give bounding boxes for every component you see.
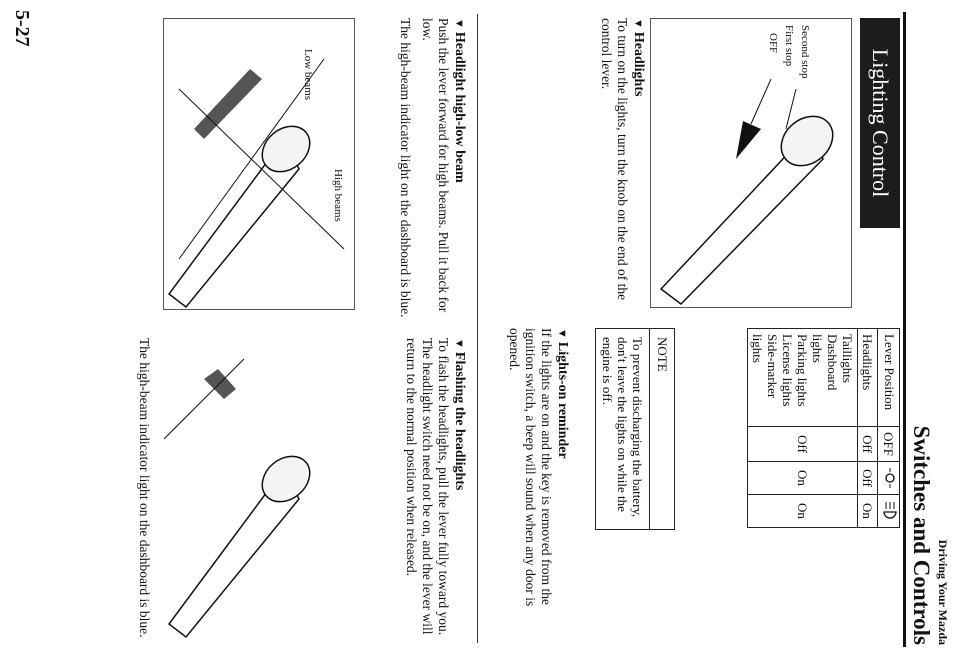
flash-lever-figure [163, 338, 355, 640]
column-divider [477, 14, 478, 643]
table-cell: On [748, 495, 858, 528]
high-low-heading: ▼Headlight high-low beam [452, 18, 467, 183]
table-row [748, 329, 858, 528]
flashing-heading: ▼Flashing the headlights [452, 338, 467, 491]
note-heading: NOTE [649, 329, 674, 529]
note-text: To prevent discharging the battery, don't leave the lights on while the engine is off. [600, 337, 645, 518]
headlight-icon [878, 495, 900, 528]
reminder-heading: ▼Lights-on reminder [555, 328, 570, 459]
table-row-label: Headlights [858, 329, 878, 427]
light-positions-table [747, 328, 900, 528]
label-second-stop: Second stop [799, 25, 811, 79]
left-column [490, 18, 900, 648]
table-cell: Off [748, 427, 858, 462]
right-column [27, 18, 467, 648]
triangle-bullet-icon: ▼ [632, 18, 644, 29]
triangle-bullet-icon: ▼ [453, 18, 465, 29]
lever-rotation-figure [650, 18, 852, 308]
table-cell: On [858, 495, 878, 528]
beam-lever-figure [163, 18, 355, 310]
triangle-bullet-icon: ▼ [556, 328, 568, 339]
high-low-text-1: Push the lever forward for high beams. Pull it back for low. [420, 18, 451, 313]
headlights-text: To turn on the lights, turn the knob on the end of the control lever. [599, 18, 630, 301]
headlights-section [598, 18, 646, 318]
headlights-heading: ▼Headlights [631, 18, 646, 97]
lever-illustration [651, 19, 851, 307]
lighting-control-banner: Lighting Control [860, 18, 900, 228]
table-row-label: Taillights Dashboard lights Parking lights License lights Side-marker lights [748, 329, 858, 427]
running-header: Driving Your Mazda [936, 539, 950, 645]
parking-light-icon [878, 462, 900, 495]
high-low-text-2: The high-beam indicator light on the dashboard is blue. [398, 18, 413, 318]
table-cell: Off [858, 427, 878, 462]
table-header-cell: OFF [878, 427, 900, 462]
beam-lever-illustration [164, 19, 354, 309]
table-cell: Off [858, 462, 878, 495]
table-cell: On [748, 462, 858, 495]
high-low-section [397, 18, 467, 318]
page-number: 5-27 [11, 10, 33, 47]
header-rule [903, 12, 906, 647]
triangle-bullet-icon: ▼ [453, 338, 465, 349]
indicator-section [136, 338, 152, 638]
label-high-beams: High beams [332, 169, 344, 222]
label-first-stop: First stop [783, 25, 795, 67]
note-box [595, 328, 675, 530]
reminder-text: If the lights are on and the key is removed from the ignition switch, a beep will sound when any door is opened. [507, 328, 554, 607]
flash-lever-illustration [164, 339, 354, 639]
table-header-row [878, 329, 900, 528]
label-low-beams: Low beams [302, 49, 314, 101]
label-off: OFF [767, 33, 779, 54]
flashing-text: To flash the headlights, pull the lever fully toward you. The headlight switch need not be on, and the lever will return to the normal position when released. [404, 338, 451, 636]
section-title: Switches and Controls [909, 425, 934, 645]
flashing-section [403, 338, 467, 638]
table-row [858, 329, 878, 528]
reminder-section [506, 328, 570, 638]
indicator-text: The high-beam indicator light on the dashboard is blue. [137, 338, 152, 638]
table-header-cell: Lever Position [878, 329, 900, 427]
